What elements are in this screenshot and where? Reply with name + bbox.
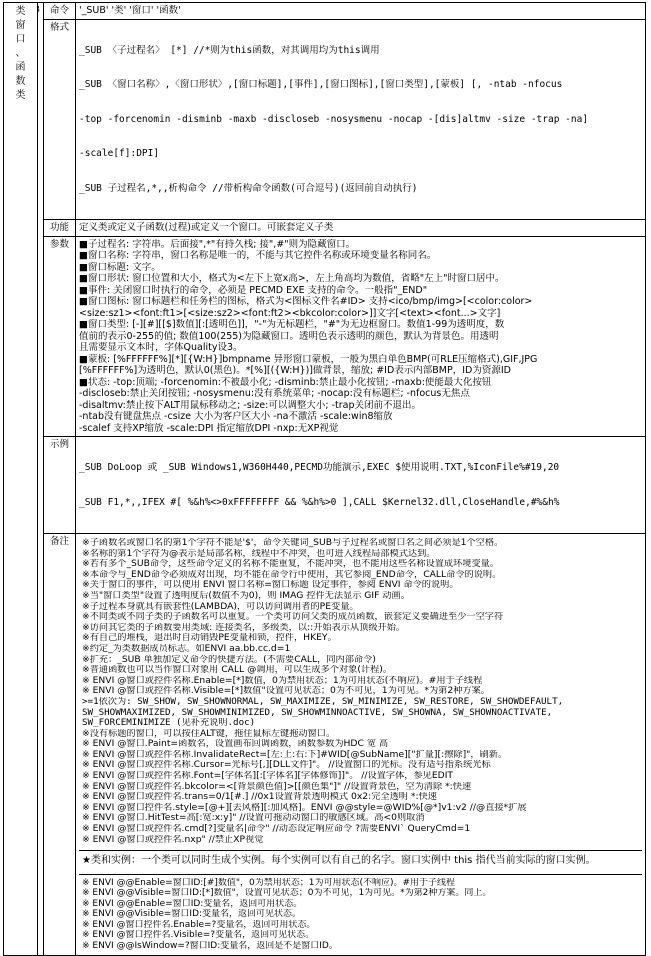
class-note: ★类和实例：一个类可以同时生成个实例。每个实例可以有自己的名字。窗口实例中 this 指代当前实际的窗口实例。	[82, 855, 596, 867]
param-line: ■窗口名称: 字符串，窗口名称是唯一的，不能与其它控件名称或环境变量名称同名。	[79, 250, 437, 261]
command-row	[4, 3, 646, 20]
note-line: ※ ENVI @窗口或控件名.trans=0/1[#.] //0x1设置背景透明模式 0x2:完全透明 *:快速	[82, 792, 437, 803]
param-line: -discloseb:禁止关闭按钮; -nosysmenu:没有系统菜单; -nocap:没有标题栏; -nfocus无焦点	[79, 388, 470, 399]
example-label: 示例	[44, 437, 76, 534]
example-value	[76, 437, 646, 534]
env-line: ※ ENVI @窗口控件名.Enable=?变量名，返回可用状态。	[82, 919, 316, 930]
param-line: ■蒙板: [%FFFFFF%][*][{W:H}]bmpname 异形窗口蒙板，一般为黑白单色BMP(可RLE压缩格式),GIF,JPG	[79, 353, 538, 365]
format-line: _SUB 〈子过程名〉 [*] //*则为this函数，对其调用均为this调用	[79, 44, 380, 56]
note-line: ※ ENVI @窗口或控件名.nxp" //禁止XP视觉	[82, 834, 264, 845]
param-line: ■子过程名: 字符串。后面接",*"有持久栈; 接",#"则为隐藏窗口。	[79, 238, 356, 250]
param-line: 且需要显示文本时，字体Quality设3。	[79, 342, 243, 353]
format-line: -top -forcenomin -disminb -maxb -discloseb -nosysmenu -nocap -[dis]altmv -size -trap -na]	[79, 113, 589, 125]
note-line: ※约定_为类数据成员标志。如ENVI aa.bb.cc.d=1	[82, 643, 291, 654]
params-row	[4, 236, 646, 437]
note-line: ※关于窗口的事件，可以使用 ENVI 窗口名称=窗口标题 设定事件，参阅 ENVI 命令的说明。	[82, 580, 459, 591]
note-line: ※ ENVI @窗口或控件名称.InvalidateRect=[左:上:右:下]#WID[@SubName]["扩量][:擦除]"，刷新。	[82, 749, 508, 760]
note-line: ※ ENVI @窗口或控件名称.Font=[字体名][:[字体名][字体修饰]]"。 //设置字体，参见EDIT	[82, 771, 454, 782]
note-line: ※当"窗口类型"设置了透明度后(数值不为0)，则 IMAG 控件无法显示 GIF 动画。	[82, 590, 410, 601]
env-line: ※ ENVI @窗口控件名.Visible=?变量名，返回可见状态。	[82, 930, 315, 941]
param-line: [%FFFFFF%]为透明色，默认0(黑色)。*[%][({W:H})]做背景，缩放; #ID表示内部BMP，ID为资源ID	[79, 365, 511, 376]
command-text: '_SUB' '类' '窗口' '函数'	[79, 5, 181, 16]
note-line: ※ ENVI @窗口或控件名.cmd[?]变量名|命令" //动态设定响应命令 ?需要ENVI` QueryCmd=1	[82, 824, 471, 835]
example-row	[4, 437, 646, 534]
param-line: ■窗口图标: 窗口标题栏和任务栏的图标，格式为<图标文件名#ID> 支持<ico/bmp/img>[<color:color>	[79, 296, 533, 307]
param-line: ■窗口标题: 文字。	[79, 261, 161, 273]
note-line: ※ ENVI @窗口或控件名称.Cursor=光标号[,][DLL文件]"。 //设置窗口的光标。没有适号指系统光标	[82, 760, 491, 771]
note-line: SW_FORCEMINIMIZE (见补充说明.doc)	[82, 718, 256, 729]
env-line: ※ ENVI @@Enable=窗口ID:变量名，返回可用状态。	[82, 898, 303, 909]
env-line: ※ ENVI @@Enable=窗口ID:[#]数值"，0为禁用状态；1为可用状态(不响应)。#用于子线程	[82, 877, 456, 888]
env-line: ※ ENVI @@IsWindow=?窗口ID:变量名，返回是不是窗口ID。	[82, 940, 338, 951]
function-row	[4, 220, 646, 237]
env-block	[79, 874, 642, 954]
note-line: ※扩充：_SUB 单独加定义命令的快捷方法。(不需要CALL，同内部命令)	[82, 654, 376, 665]
note-line: SW_SHOWMAXIMIZED, SW_SHOWMINIMIZED, SW_SHOWMINNOACTIVE, SW_SHOWNA, SW_SHOWNOACTIVATE,	[82, 707, 553, 718]
format-row	[4, 19, 646, 220]
note-line: ※ ENVI @窗口或控件名.bkcolor=<[背景颜色值]>[[颜色集"]" //设置背景色，空为清除 *:快速	[82, 781, 472, 792]
env-line: ※ ENVI @@Visible=窗口ID:变量名，返回可见状态。	[82, 909, 302, 920]
note-line: ※若有多个_SUB命令，这些命令定义的名称不能重复，不能冲突，也不能用这些名称设置成环境变量。	[82, 559, 500, 570]
param-line: ■事件: 关闭窗口时执行的命令，必须是 PECMD EXE 支持的命令。一般指"_END"	[79, 284, 428, 296]
category-cell	[4, 3, 38, 956]
note-line: ※ ENVI @窗口控件名.style=[@+][去风格][:加风格]。ENVI @@style=@WID%[@*]v1:v2 //@直接*扩展	[82, 802, 527, 813]
format-line: -scale[f]:DPI]	[79, 148, 160, 159]
params-value	[76, 236, 646, 437]
reference-table	[3, 2, 646, 956]
note-line: ※子函数名或窗口名的第1个字符不能是'$'，命令关键词_SUB与子过程名或窗口名之间必须是1个空格。	[82, 538, 504, 548]
note-line: ※ ENVI @窗口.Paint=函数名，设置画布回调函数，函数参数为HDC 宽 高	[82, 739, 389, 750]
notes-label: 备注	[44, 534, 76, 956]
note-line: ※普通函数也可以当作窗口对象用 CALL @调用，可以生成多个对象(计程)。	[82, 665, 393, 676]
function-value	[76, 220, 646, 237]
param-line: -scalef 支持XP缩放 -scale:DPI 指定缩放DPI -nxp:无XP视觉	[79, 422, 339, 434]
function-text: 定义类或定义子函数(过程)或定义一个窗口。可嵌套定义子类	[79, 222, 334, 233]
format-value	[76, 19, 646, 220]
note-line: ※子过程本身就具有嵌套性(LAMBDA)，可以访问调用者的PE变量。	[82, 601, 359, 612]
param-line: -disaltmv:禁止按下ALT用鼠标移动之; -size:可以调整大小; -trap关闭前不退出。	[79, 399, 421, 411]
notes-value	[76, 534, 646, 956]
note-line: ※有自己的堆栈，退出时自动销毁PE变量和锁，控件，HKEY。	[82, 633, 337, 644]
note-line: ※本命令与_END命令必须成对出现，均不能在命令行中使用，其它参阅_END命令，CALL命令的说明。	[82, 569, 502, 580]
command-value	[76, 3, 646, 20]
param-line: ■窗口形状: 窗口位置和大小，格式为<左下上宽x高>，左上角高均为数值，省略"左上"时窗口居中。	[79, 273, 505, 284]
note-line: ※ ENVI @窗口或控件名称.Visible=[*]数值"设置可见状态；0为不可见，1为可见。*为第2种方案。	[82, 686, 490, 697]
param-line: <size:sz1><font:ft1>[<size:sz2><font:ft2><bkcolor:color>]]文字[<text><font...>文字]	[79, 307, 501, 319]
note-line: ※名称的第1个字符为@表示是局部名称，线程中不冲突，也可进入线程局部模式达到。	[82, 548, 436, 559]
note-line: ※ ENVI @窗口或控件名称.Enable=[*]数值，0为禁用状态；1为可用状态(不响应)。#用于子线程	[82, 675, 483, 686]
function-label: 功能	[44, 220, 76, 237]
param-line: 值前的表示0-255的值; 数值100(255)为隐藏窗口。透明色表示透明的颜色，默认为背景色。用透明	[79, 330, 499, 342]
env-line: ※ ENVI @@Visible=窗口ID:[*]数值"，设置可见状态；0为不可见，1为可见。*为第2种方案。同上。	[82, 888, 492, 899]
param-line: ■状态: -top:顶端; -forcenomin:不被最小化; -disminb:禁止最小化按钮; -maxb:使能最大化按钮	[79, 376, 492, 388]
format-line: _SUB 子过程名,*,,析构命令 //带析构命令函数(可合逗号)(返回前自动执行)	[79, 182, 418, 194]
note-line: >=1依次为: SW_SHOW, SW_SHOWNORMAL, SW_MAXIMIZE, SW_MINIMIZE, SW_RESTORE, SW_SHOWDEFAULT,	[82, 696, 564, 707]
example-line: _SUB DoLoop 或 _SUB Windows1,W360H440,PECMD功能演示,EXEC $使用说明.TXT,%IconFile%#19,20	[79, 462, 560, 473]
note-line: ※不同类或不同子类的子函数名可以重复。一个类可访问父类的成员函数，嵌套定义要确进至少一空字符	[82, 612, 504, 623]
note-line: ※ ENVI @窗口.HitTest=高[:宽:x:y]" //设置可拖动动窗口的敏感区域。高<0则取消	[82, 813, 425, 824]
param-line: ■窗口类型: [-][#][[$]数值][:[透明色]]，"-"为无标题栏，"#"为无边框窗口。数值1-99为透明度，数	[79, 319, 505, 330]
format-line: _SUB 〈窗口名称〉,〈窗口形状〉,[窗口标题],[事件],[窗口图标],[窗口类型],[蒙板] [, -ntab -nfocus	[79, 79, 563, 90]
notes-row	[4, 534, 646, 956]
command-label: 命令	[44, 3, 76, 20]
param-line: -ntab没有键盘焦点 -csize 大小为客户区大小 -na不激活 -scale:win8缩放	[79, 411, 393, 422]
params-label: 参数	[44, 236, 76, 437]
class-note-block	[79, 850, 642, 871]
category-label: 类 窗 口 、 函 数 类	[15, 6, 26, 101]
example-line: _SUB F1,*,,IFEX #[ %&h%<>0xFFFFFFFF && %&h%>0 ],CALL $Kernel32.dll,CloseHandle,#%&h%	[79, 496, 560, 508]
note-line: ※没有标题的窗口，可以按住ALT键，拖住鼠标左键拖动窗口。	[82, 728, 336, 739]
note-line: ※访问其它类的子函数要用类域: 连接类名，多级类，以::开始表示从顶级开始。	[82, 622, 406, 633]
format-label: 格式	[44, 19, 76, 220]
